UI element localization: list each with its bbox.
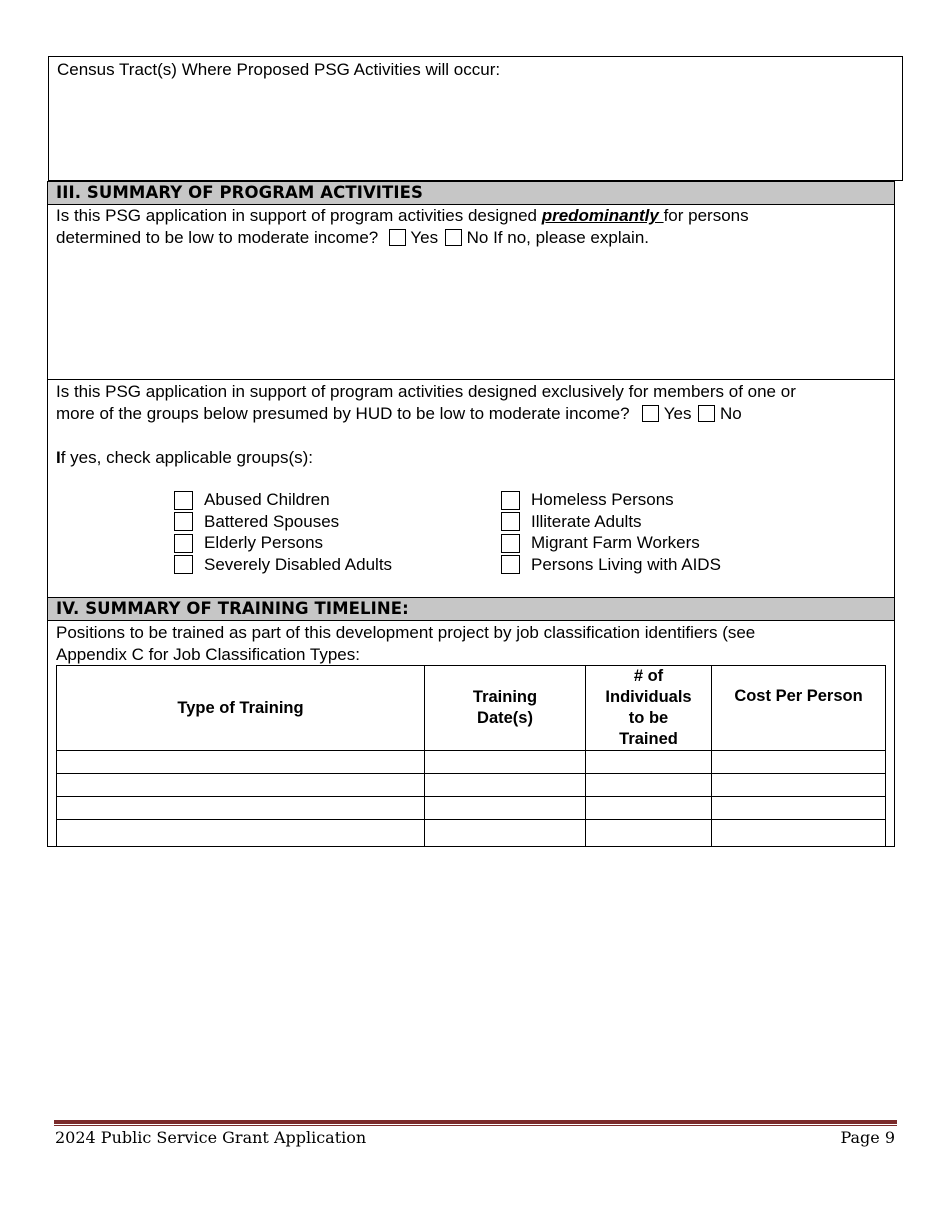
group-checkbox-elderly-persons[interactable] xyxy=(174,534,193,553)
header-training-dates: Training Date(s) xyxy=(425,666,586,751)
group-checkbox-homeless-persons[interactable] xyxy=(501,491,520,510)
header-cost-per-person: Cost Per Person xyxy=(712,666,886,751)
group-label-migrant-farm-workers: Migrant Farm Workers xyxy=(531,533,700,552)
question-hud-groups xyxy=(56,381,891,425)
table-row xyxy=(57,751,886,774)
question-1-emphasis: predominantly xyxy=(541,206,664,225)
header-individuals-trained: # of Individuals to be Trained xyxy=(586,666,712,751)
table-cell[interactable] xyxy=(57,751,425,774)
q2-no-checkbox[interactable] xyxy=(698,405,715,422)
table-cell[interactable] xyxy=(425,751,586,774)
group-label-persons-living-with-aids: Persons Living with AIDS xyxy=(531,555,721,574)
q1-yes-checkbox[interactable] xyxy=(389,229,406,246)
group-label-homeless-persons: Homeless Persons xyxy=(531,490,674,509)
question-low-moderate-income xyxy=(56,205,886,249)
training-intro-line-2: Appendix C for Job Classification Types: xyxy=(56,645,360,664)
question-1-line-2: determined to be low to moderate income? xyxy=(56,228,379,247)
training-intro xyxy=(56,622,891,666)
question-1-text-end: for persons xyxy=(663,206,749,225)
training-table xyxy=(56,665,886,847)
question-2-line-2: more of the groups below presumed by HUD to be low to moderate income? xyxy=(56,404,630,423)
table-cell[interactable] xyxy=(425,797,586,820)
footer-rule xyxy=(54,1120,897,1124)
table-row xyxy=(57,797,886,820)
table-row xyxy=(57,774,886,797)
question-2-line-1: Is this PSG application in support of program activities designed exclusively for members of one or xyxy=(56,382,796,401)
q1-no-checkbox[interactable] xyxy=(445,229,462,246)
table-cell[interactable] xyxy=(57,797,425,820)
footer-document-title: 2024 Public Service Grant Application xyxy=(55,1128,367,1147)
divider xyxy=(48,379,894,380)
table-cell[interactable] xyxy=(586,797,712,820)
section-4-heading: IV. SUMMARY OF TRAINING TIMELINE: xyxy=(48,598,894,621)
q1-yes-label: Yes xyxy=(410,228,439,247)
table-cell[interactable] xyxy=(712,797,886,820)
group-checkbox-severely-disabled-adults[interactable] xyxy=(174,555,193,574)
section-3-heading: III. SUMMARY OF PROGRAM ACTIVITIES xyxy=(48,182,894,205)
group-checkbox-abused-children[interactable] xyxy=(174,491,193,510)
group-checkbox-migrant-farm-workers[interactable] xyxy=(501,534,520,553)
if-yes-text: f yes, check applicable groups(s): xyxy=(60,448,314,467)
group-checkbox-illiterate-adults[interactable] xyxy=(501,512,520,531)
table-cell[interactable] xyxy=(586,774,712,797)
q1-no-explain-label: No If no, please explain. xyxy=(466,228,650,247)
section-summary-program-activities xyxy=(47,181,895,598)
header-type-of-training: Type of Training xyxy=(57,666,425,751)
if-yes-bold: I xyxy=(56,448,61,467)
group-checkbox-battered-spouses[interactable] xyxy=(174,512,193,531)
table-cell[interactable] xyxy=(586,751,712,774)
table-cell[interactable] xyxy=(712,820,886,847)
training-intro-line-1: Positions to be trained as part of this development project by job classification identifiers (see xyxy=(56,623,756,642)
footer-page-number: Page 9 xyxy=(840,1128,895,1147)
table-cell[interactable] xyxy=(712,774,886,797)
q2-yes-label: Yes xyxy=(663,404,692,423)
group-checkbox-persons-living-with-aids[interactable] xyxy=(501,555,520,574)
group-label-illiterate-adults: Illiterate Adults xyxy=(531,512,642,531)
table-cell[interactable] xyxy=(712,751,886,774)
group-label-abused-children: Abused Children xyxy=(204,490,330,509)
footer-rule-thin xyxy=(54,1125,897,1126)
question-1-text: Is this PSG application in support of program activities designed xyxy=(56,206,542,225)
group-label-severely-disabled-adults: Severely Disabled Adults xyxy=(204,555,393,574)
census-tract-label: Census Tract(s) Where Proposed PSG Activities will occur: xyxy=(57,60,501,79)
table-cell[interactable] xyxy=(425,774,586,797)
table-cell[interactable] xyxy=(57,820,425,847)
if-yes-instruction xyxy=(56,447,313,469)
table-cell[interactable] xyxy=(57,774,425,797)
group-label-battered-spouses: Battered Spouses xyxy=(204,512,340,531)
table-cell[interactable] xyxy=(586,820,712,847)
group-label-elderly-persons: Elderly Persons xyxy=(204,533,324,552)
census-tract-box[interactable] xyxy=(48,56,903,181)
q2-yes-checkbox[interactable] xyxy=(642,405,659,422)
table-header-row xyxy=(57,666,886,751)
q2-no-label: No xyxy=(719,404,742,423)
table-row xyxy=(57,820,886,847)
table-cell[interactable] xyxy=(425,820,586,847)
